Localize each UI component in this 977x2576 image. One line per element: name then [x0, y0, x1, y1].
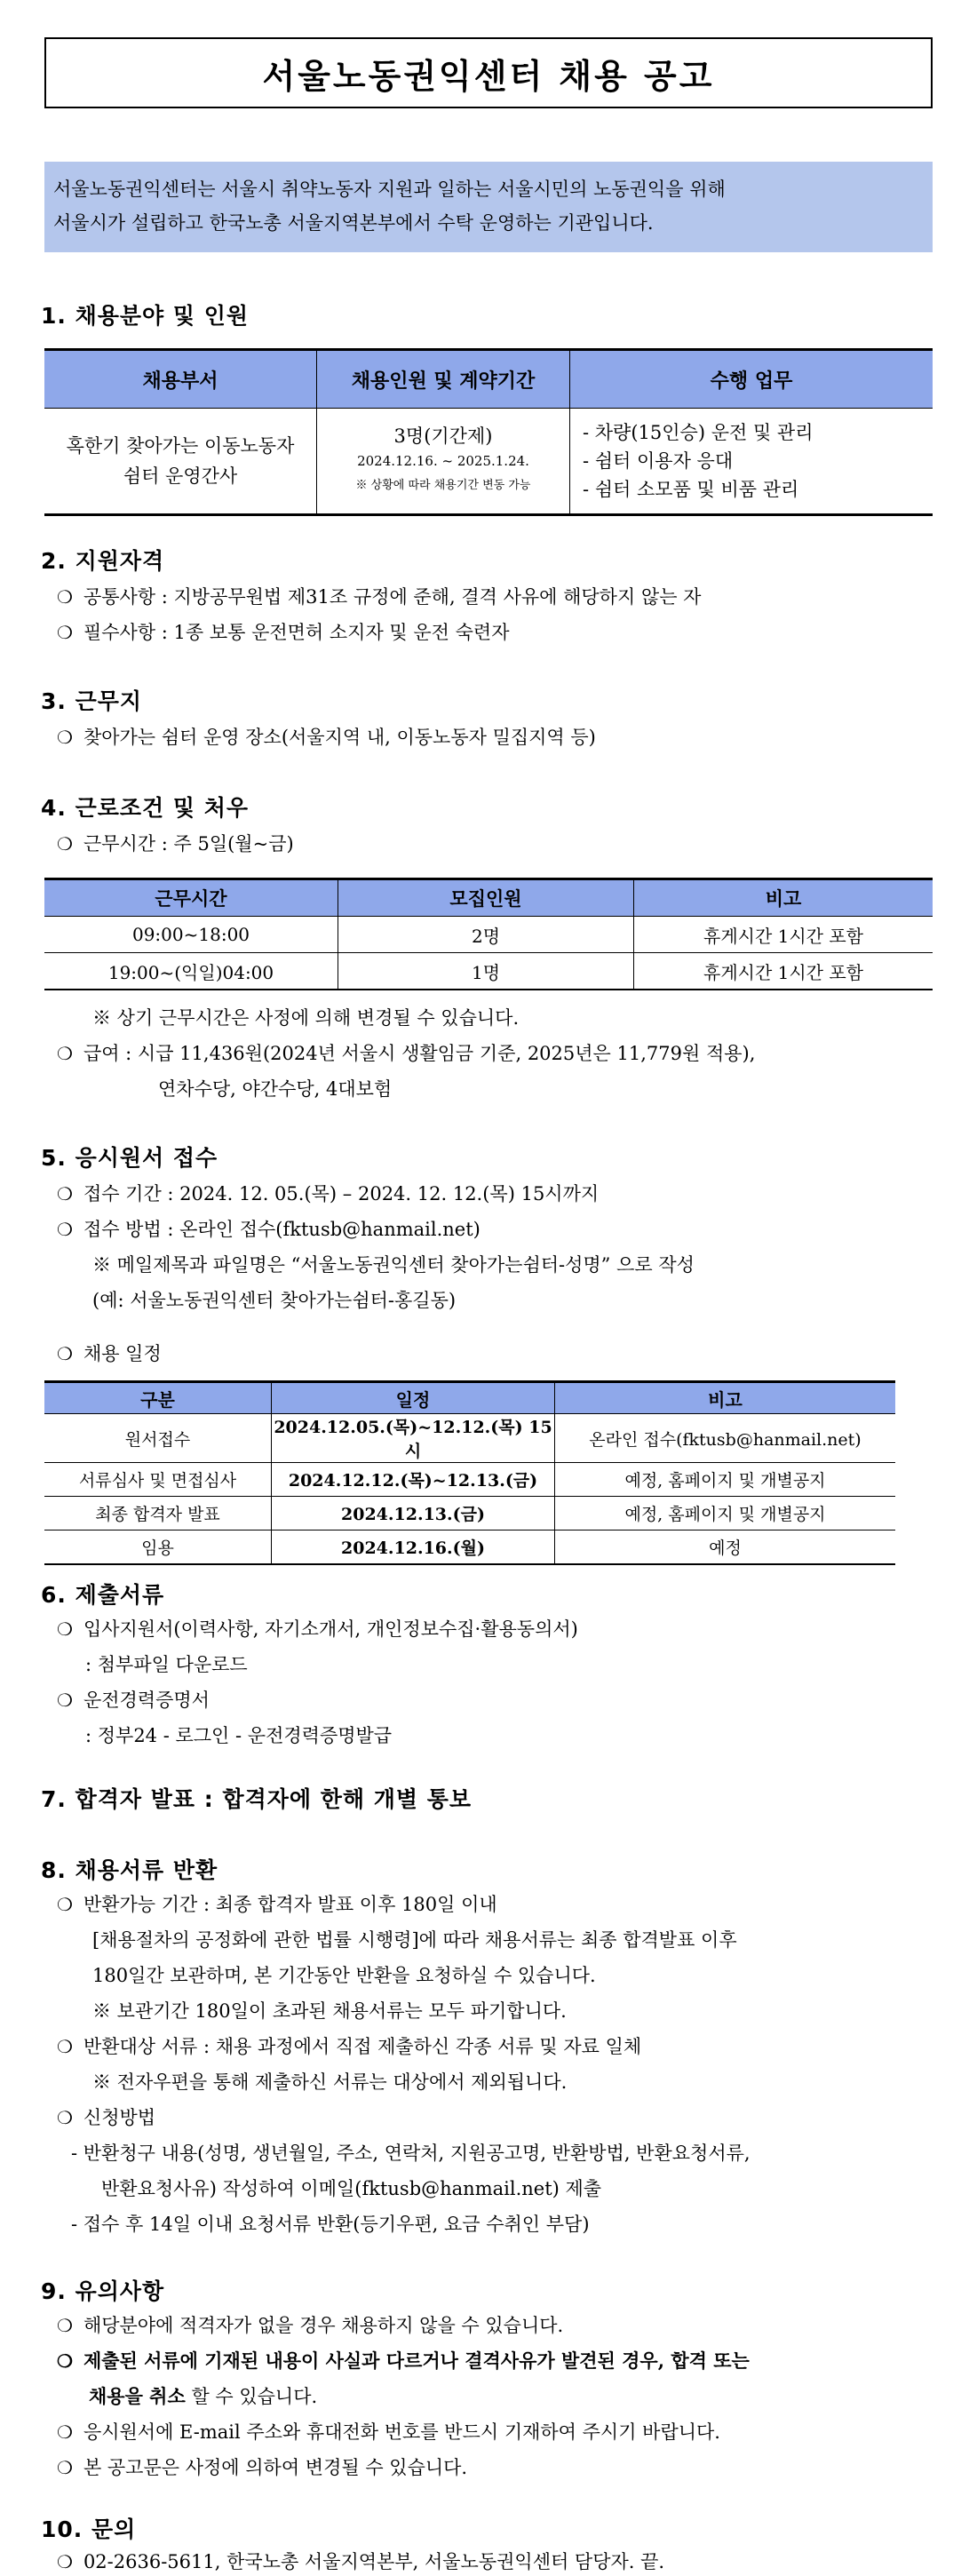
notice-item: ❍ 응시원서에 E-mail 주소와 휴대전화 번호를 반드시 기재하여 주시기 바랍니다.: [57, 2418, 720, 2445]
notice-item-bold-continued: [89, 2382, 317, 2409]
recruit-cell: 1명: [338, 953, 634, 990]
work-hours-note: ※ 상기 근무시간은 사정에 의해 변경될 수 있습니다.: [92, 1007, 520, 1029]
duty-item: - 쉼터 소모품 및 비품 관리: [583, 479, 799, 500]
notice-item: ❍ 해당분야에 적격자가 없을 경우 채용하지 않을 수 있습니다.: [57, 2311, 563, 2338]
header-hours: 근무시간: [44, 879, 338, 917]
section-1-heading: 1. 채용분야 및 인원: [41, 303, 250, 329]
hours-cell: 19:00~(익일)04:00: [44, 953, 338, 990]
table-row: [44, 1463, 895, 1497]
section-3-heading: 3. 근무지: [41, 688, 143, 714]
document-item-driving-record-note: : 정부24 - 로그인 - 운전경력증명발급: [85, 1725, 393, 1746]
intro-line-1: 서울노동권익센터는 서울시 취약노동자 지원과 일하는 서울시민의 노동권익을 위해: [53, 179, 726, 200]
intro-box: [44, 162, 933, 252]
section-2-heading: 2. 지원자격: [41, 548, 165, 574]
return-period: ❍ 반환가능 기간 : 최종 합격자 발표 이후 180일 이내: [57, 1890, 497, 1917]
recruit-cell: 2명: [338, 917, 634, 953]
return-request-content: - 반환청구 내용(성명, 생년월일, 주소, 연락처, 지원공고명, 반환방법, 반환요청서류,: [71, 2143, 751, 2164]
return-law-text-2: 180일간 보관하며, 본 기간동안 반환을 요청하실 수 있습니다.: [92, 1965, 596, 1986]
section-7-heading: 7. 합격자 발표 : 합격자에 한해 개별 통보: [41, 1786, 473, 1812]
schedule-cell: 2024.12.05.(목)~12.12.(목) 15시: [272, 1414, 555, 1463]
salary-line-1: ❍ 급여 : 시급 11,436원(2024년 서울시 생활임금 기준, 2025년은 11,779원 적용),: [57, 1039, 755, 1066]
dept-line-1: 혹한기 찾아가는 이동노동자: [66, 435, 295, 457]
header-schedule: 일정: [272, 1382, 555, 1414]
remarks-cell: 예정, 홈페이지 및 개별공지: [555, 1497, 896, 1530]
header-remarks: 비고: [634, 879, 933, 917]
dept-cell: [44, 409, 317, 515]
duties-cell: [570, 409, 933, 515]
section-10-heading: 10. 문의: [41, 2516, 137, 2542]
document-item-driving-record: ❍ 운전경력증명서: [57, 1686, 210, 1713]
schedule-table: [44, 1380, 895, 1565]
notice-item-bold: ❍ 제출된 서류에 기재된 내용이 사실과 다르거나 결격사유가 발견된 경우, 합격 또는: [57, 2347, 750, 2373]
section-4-heading: 4. 근로조건 및 처우: [41, 795, 250, 821]
remarks-cell: 예정, 홈페이지 및 개별공지: [555, 1463, 896, 1497]
hours-cell: 09:00~18:00: [44, 917, 338, 953]
application-period: ❍ 접수 기간 : 2024. 12. 05.(목) – 2024. 12. 12.(목) 15시까지: [57, 1180, 599, 1206]
category-cell: 임용: [44, 1530, 272, 1565]
page-title: 서울노동권익센터 채용 공고: [44, 37, 933, 108]
section-9-heading: 9. 유의사항: [41, 2278, 165, 2304]
category-cell: 최종 합격자 발표: [44, 1497, 272, 1530]
table-row: [44, 953, 933, 990]
application-method: ❍ 접수 방법 : 온라인 접수(fktusb@hanmail.net): [57, 1215, 481, 1242]
table-row: [44, 1530, 895, 1565]
document-item-application-note: : 첨부파일 다운로드: [85, 1654, 248, 1675]
table-row: [44, 917, 933, 953]
section-8-heading: 8. 채용서류 반환: [41, 1857, 218, 1883]
notice-cancel-suffix: 할 수 있습니다.: [191, 2386, 318, 2407]
schedule-cell: 2024.12.13.(금): [272, 1497, 555, 1530]
work-hours-table: [44, 878, 933, 990]
header-duties: 수행 업무: [570, 350, 933, 409]
return-exclusion-note: ※ 전자우편을 통해 제출하신 서류는 대상에서 제외됩니다.: [92, 2071, 568, 2093]
table-row: [44, 1414, 895, 1463]
email-subject-example: (예: 서울노동권익센터 찾아가는쉼터-홍길동): [92, 1290, 457, 1311]
section-6-heading: 6. 제출서류: [41, 1582, 165, 1608]
recruitment-table: [44, 348, 933, 516]
email-subject-note: ※ 메일제목과 파일명은 “서울노동권익센터 찾아가는쉼터-성명” 으로 작성: [92, 1254, 695, 1276]
return-target-docs: ❍ 반환대상 서류 : 채용 과정에서 직접 제출하신 각종 서류 및 자료 일체: [57, 2032, 641, 2059]
count-period-cell: [317, 409, 570, 515]
qualification-common: ❍ 공통사항 : 지방공무원법 제31조 규정에 준해, 결격 사유에 해당하지 않는 자: [57, 583, 701, 609]
remarks-cell: 휴게시간 1시간 포함: [634, 953, 933, 990]
section-5-heading: 5. 응시원서 접수: [41, 1145, 218, 1171]
header-dept: 채용부서: [44, 350, 317, 409]
period-note: ※ 상황에 따라 채용기간 변동 가능: [355, 479, 531, 492]
work-hours-item: ❍ 근무시간 : 주 5일(월~금): [57, 830, 294, 856]
recruit-count: 3명(기간제): [393, 425, 493, 447]
category-cell: 서류심사 및 면접심사: [44, 1463, 272, 1497]
return-disposal-note: ※ 보관기간 180일이 초과된 채용서류는 모두 파기합니다.: [92, 2000, 567, 2022]
notice-item: ❍ 본 공고문은 사정에 의하여 변경될 수 있습니다.: [57, 2453, 467, 2480]
table-row: [44, 1497, 895, 1530]
duty-item: - 차량(15인승) 운전 및 관리: [583, 422, 814, 443]
header-remarks: 비고: [555, 1382, 896, 1414]
document-item-application: ❍ 입사지원서(이력사항, 자기소개서, 개인정보수집·활용동의서): [57, 1615, 578, 1642]
salary-line-2: 연차수당, 야간수당, 4대보험: [158, 1078, 393, 1100]
schedule-label: ❍ 채용 일정: [57, 1340, 162, 1366]
contact-info: ❍ 02-2636-5611, 한국노총 서울지역본부, 서울노동권익센터 담당자. 끝.: [57, 2548, 664, 2574]
contract-period: 2024.12.16. ~ 2025.1.24.: [357, 453, 529, 469]
schedule-cell: 2024.12.12.(목)~12.13.(금): [272, 1463, 555, 1497]
return-law-text: [채용절차의 공정화에 관한 법률 시행령]에 따라 채용서류는 최종 합격발표 이후: [92, 1929, 737, 1951]
notice-cancel-text: 채용을 취소: [89, 2385, 186, 2407]
remarks-cell: 온라인 접수(fktusb@hanmail.net): [555, 1414, 896, 1463]
remarks-cell: 예정: [555, 1530, 896, 1565]
header-recruit: 모집인원: [338, 879, 634, 917]
schedule-cell: 2024.12.16.(월): [272, 1530, 555, 1565]
duty-item: - 쉼터 이용자 응대: [583, 450, 734, 472]
remarks-cell: 휴게시간 1시간 포함: [634, 917, 933, 953]
header-category: 구분: [44, 1382, 272, 1414]
qualification-required: ❍ 필수사항 : 1종 보통 운전면허 소지자 및 운전 숙련자: [57, 618, 510, 645]
return-request-method: ❍ 신청방법: [57, 2103, 155, 2130]
return-request-delivery: - 접수 후 14일 이내 요청서류 반환(등기우편, 요금 수취인 부담): [71, 2214, 590, 2235]
return-request-content-2: 반환요청사유) 작성하여 이메일(fktusb@hanmail.net) 제출: [101, 2178, 602, 2199]
workplace-item: ❍ 찾아가는 쉼터 운영 장소(서울지역 내, 이동노동자 밀집지역 등): [57, 723, 596, 750]
category-cell: 원서접수: [44, 1414, 272, 1463]
dept-line-2: 쉼터 운영간사: [123, 465, 238, 487]
intro-line-2: 서울시가 설립하고 한국노총 서울지역본부에서 수탁 운영하는 기관입니다.: [53, 212, 654, 234]
header-count-period: 채용인원 및 계약기간: [317, 350, 570, 409]
